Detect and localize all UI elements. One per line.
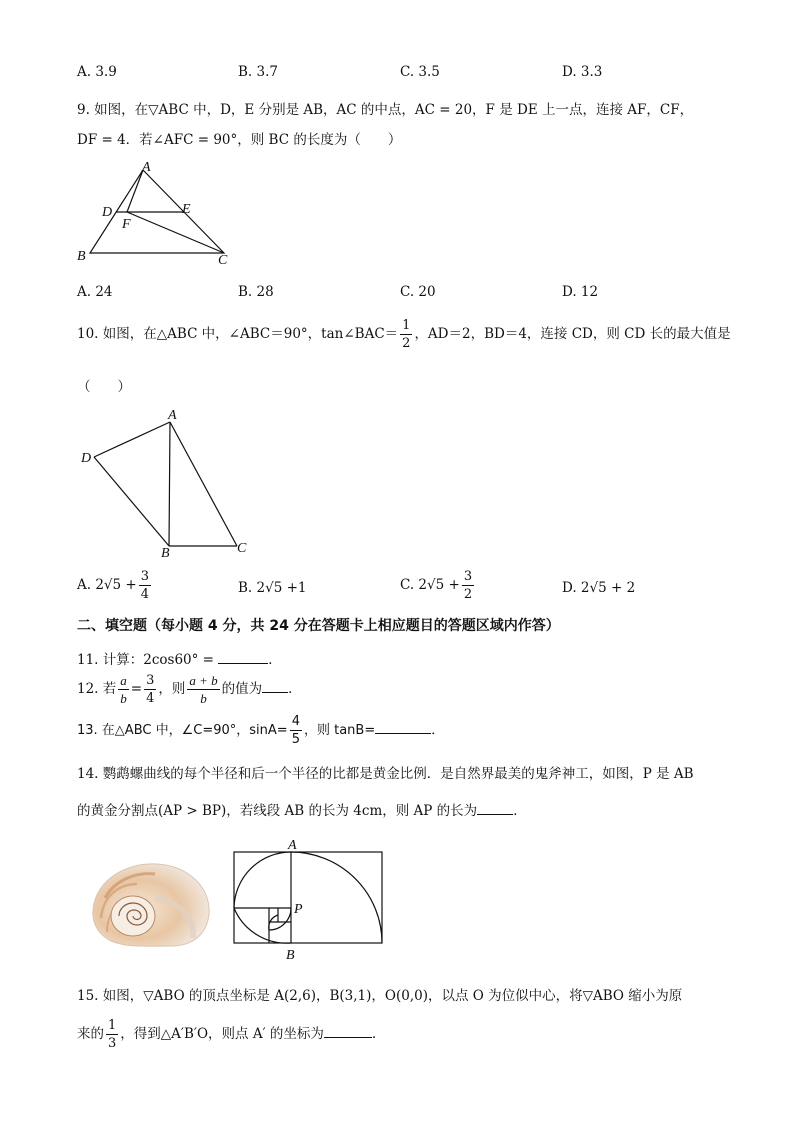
q9-label-c: C [218,253,228,268]
q10-option-b: B. 2√5 +1 [238,580,307,596]
q9-label-a: A [142,160,151,175]
q9-option-a: A. 24 [77,284,113,300]
q15-answer-blank[interactable] [324,1025,372,1038]
q10-option-d: D. 2√5 + 2 [562,580,636,596]
q9-label-d: D [102,205,113,220]
q12-answer-blank[interactable] [262,680,288,693]
q10-triangle-figure [75,402,260,562]
q9-option-d: D. 12 [562,284,599,300]
q10-tan-fraction: $\frac{1}{2}$ [402,318,411,351]
q9-option-c: C. 20 [400,284,436,300]
section2-title: 二、填空题（每小题 4 分，共 24 分在答题卡上相应题目的答题区域内作答） [77,618,560,634]
spiral-label-a: A [288,838,297,853]
q8-option-c: C. 3.5 [400,64,440,80]
spiral-label-b: B [286,948,295,963]
q10-option-a: A. 2√5 + $\frac{3}{4}$ [77,569,149,602]
q9-label-e: E [182,202,191,217]
q8-option-d: D. 3.3 [562,64,603,80]
q9-stem-line1: 9. 如图，在▽ABC 中，D，E 分别是 AB，AC 的中点，AC = 20，F 是 DE 上一点，连接 AF，CF， [77,102,694,118]
q10-label-d: D [81,451,92,466]
spiral-label-p: P [294,902,303,917]
q14-stem-line2: 的黄金分割点(AP > BP)，若线段 AB 的长为 4cm，则 AP 的长为 ． [77,803,527,819]
q10-label-b: B [161,546,170,561]
q10-option-c: C. 2√5 + $\frac{3}{2}$ [400,569,473,602]
q10-label-a: A [168,408,177,423]
q10-stem: 10. 如图，在△ABC 中，∠ABC＝90°，tan∠BAC＝ $\frac{1}{2}$ ，AD＝2，BD＝4，连接 CD，则 CD 长的最大值是 [77,318,731,351]
q9-label-b: B [77,249,86,264]
q11-answer-blank[interactable] [218,651,268,664]
q8-option-a: A. 3.9 [77,64,117,80]
q13-answer-blank[interactable] [375,721,431,734]
q14-stem-line1: 14. 鹦鹉螺曲线的每个半径和后一个半径的比都是黄金比例．是自然界最美的鬼斧神工，如图，P 是 AB [77,766,694,782]
q10-label-c: C [237,541,247,556]
q15-stem-line1: 15. 如图，▽ABO 的顶点坐标是 A(2,6)，B(3,1)，O(0,0)，以点 O 为位似中心，将▽ABO 缩小为原 [77,988,683,1004]
nautilus-shell-image [85,858,215,950]
q15-stem-line2: 来的 $\frac{1}{3}$ ，得到△A′B′O，则点 A′ 的坐标为 ． [77,1018,386,1051]
q8-option-b: B. 3.7 [238,64,278,80]
q10-paren: （ ） [77,379,131,395]
q13-stem: 13. 在△ABC 中，∠C=90°，sinA= $\frac{4}{5}$ ，则 tanB= ． [77,714,445,747]
q9-stem-line2: DF = 4．若∠AFC = 90°，则 BC 的长度为（ ） [77,132,402,148]
q12-stem: 12. 若 $\frac{a}{b}$ = $\frac{3}{4}$ ，则 $\frac{a + b}{b}$ 的值为 ． [77,673,302,706]
q9-option-b: B. 28 [238,284,274,300]
q11-stem: 11. 计算：2cos60° = ． [77,652,282,668]
golden-spiral-figure [222,832,392,964]
q9-triangle-figure [72,155,242,270]
q9-label-f: F [122,217,131,232]
q14-answer-blank[interactable] [477,802,513,815]
